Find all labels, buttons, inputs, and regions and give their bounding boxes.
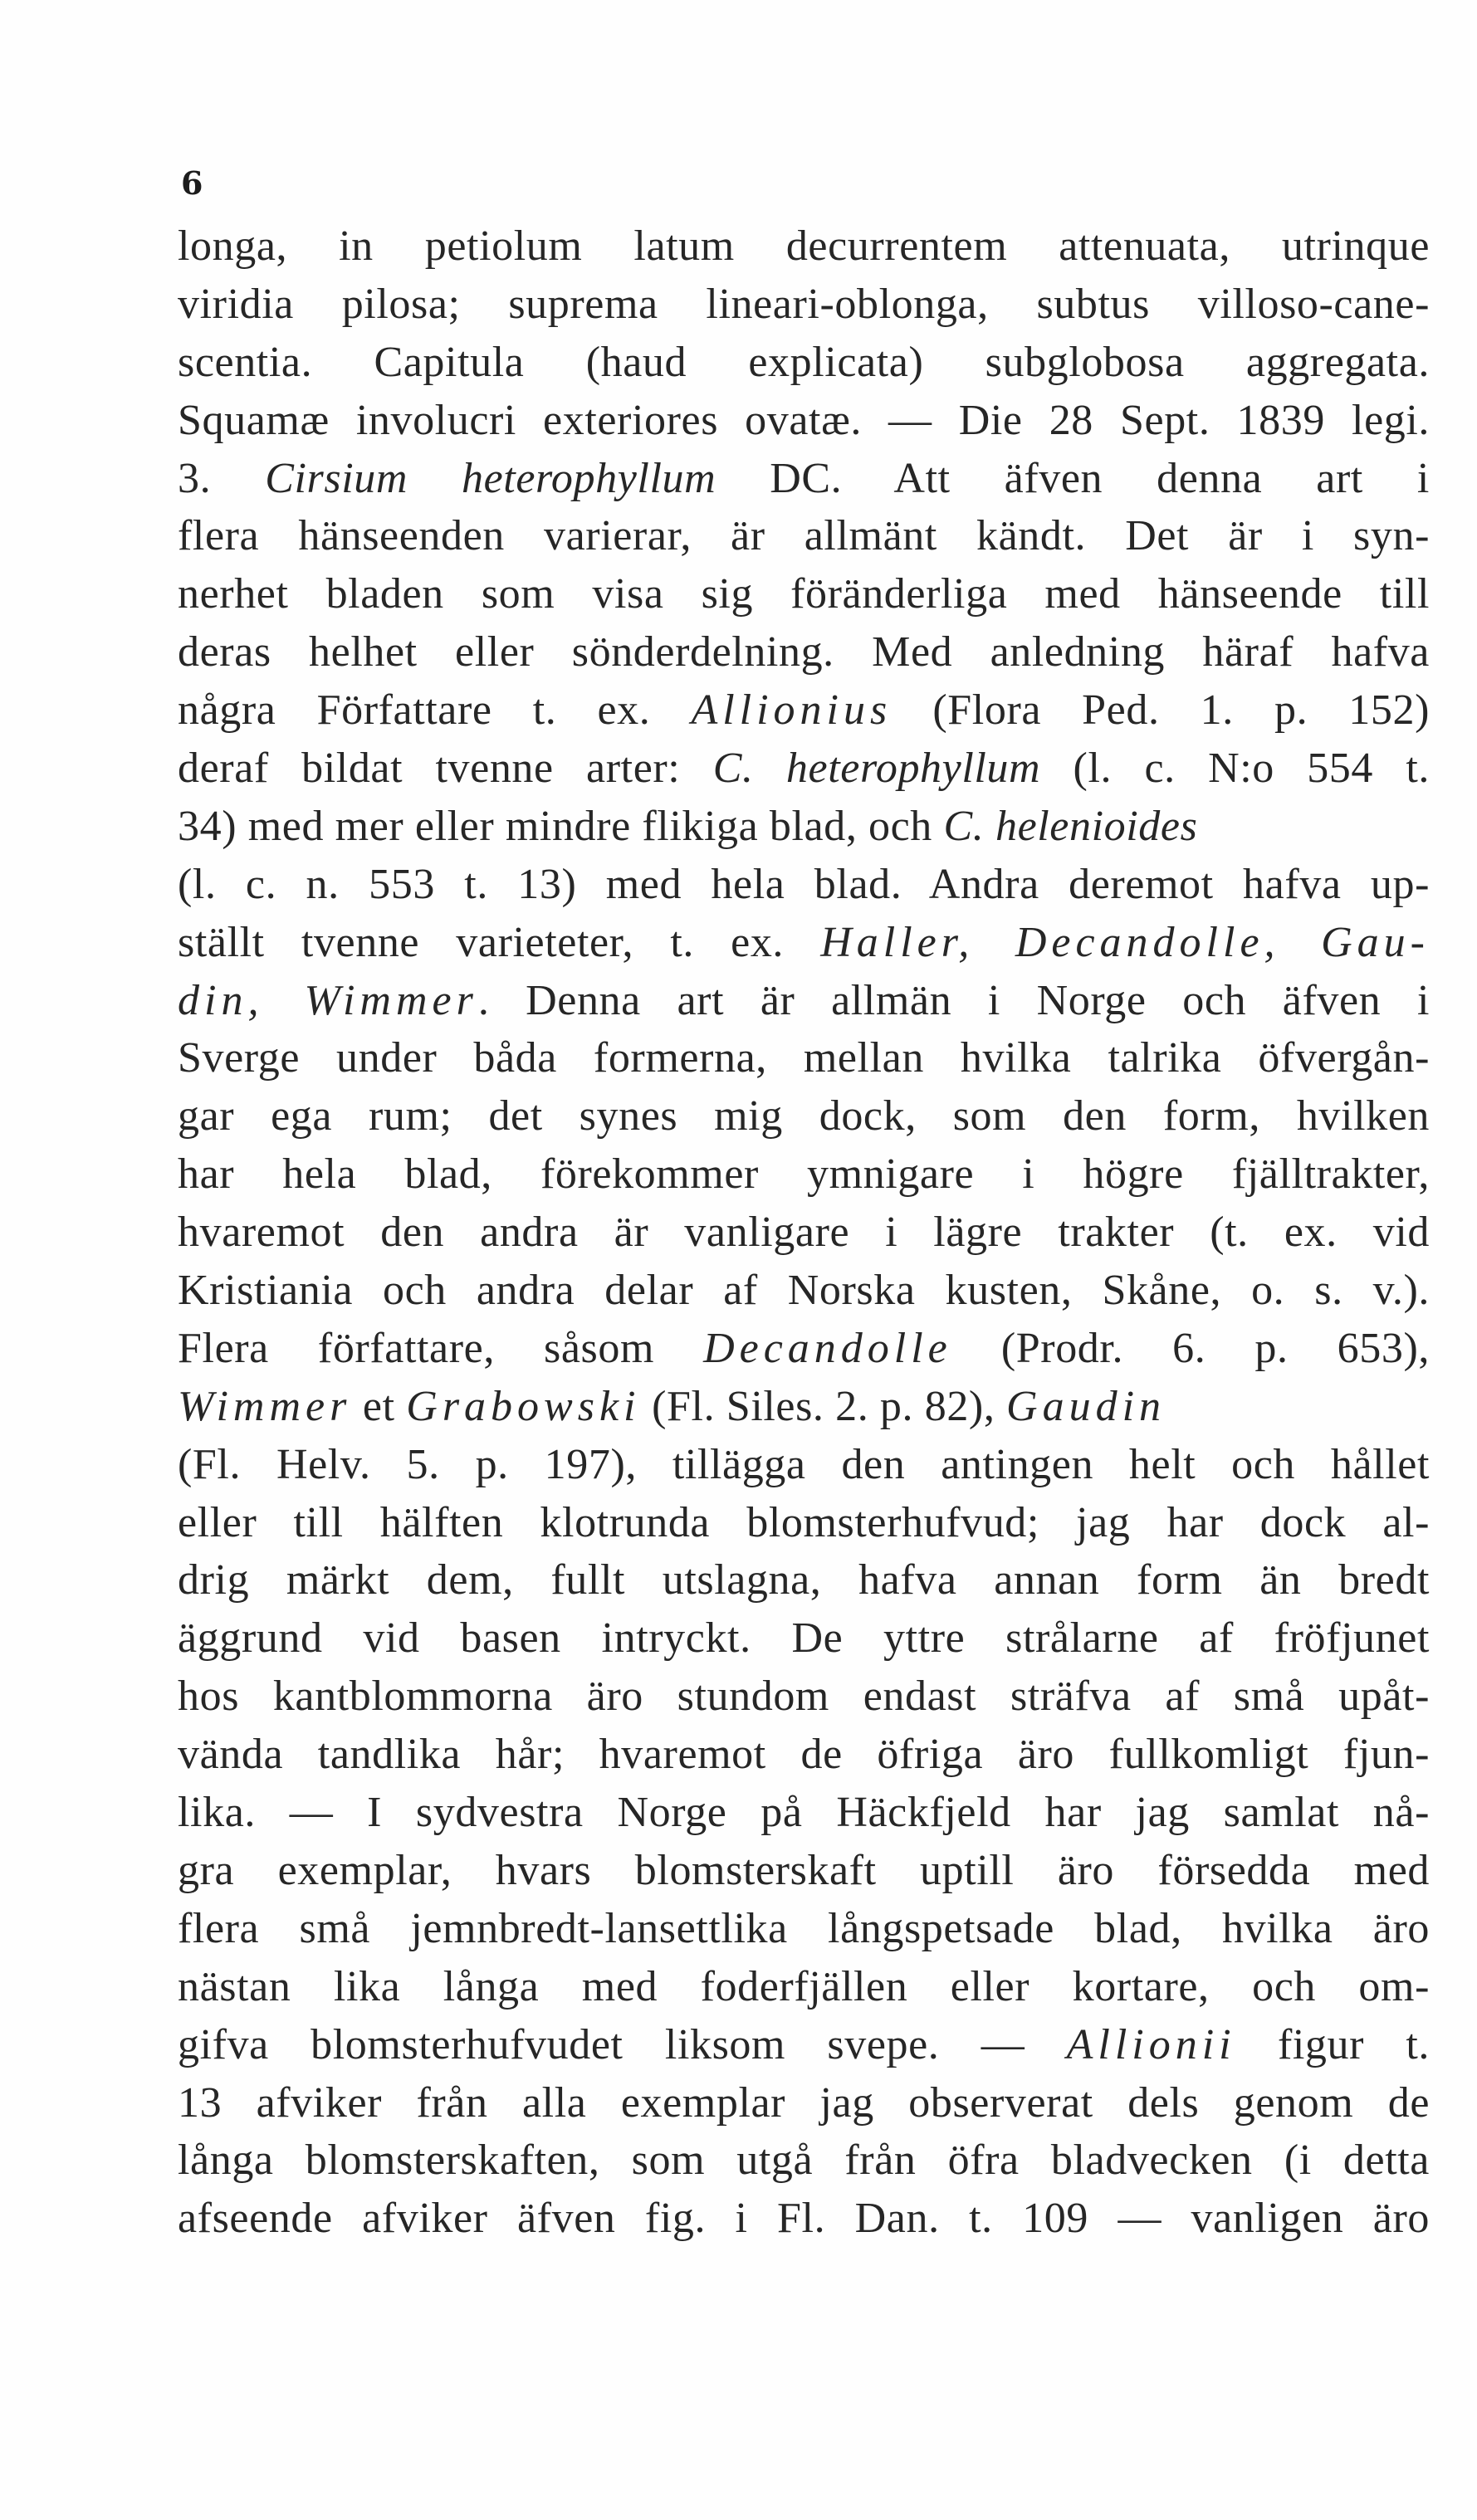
text-line [178, 1436, 1430, 1494]
page-number: 6 [181, 164, 203, 202]
text-segment: longa, in petiolum latum decurrentem attenuata, utrinque [178, 222, 1430, 270]
text-segment: drig märkt dem, fullt utslagna, hafva annan form än bredt [178, 1556, 1430, 1604]
text-line [178, 2074, 1430, 2132]
text-segment: Kristiania och andra delar af Norska kusten, Skåne, o. s. v.). [178, 1267, 1430, 1315]
emphasized-text: Decandolle [703, 1324, 952, 1372]
emphasized-text: din, Wimmer [178, 976, 478, 1024]
text-line [178, 1262, 1430, 1320]
text-line [178, 623, 1430, 681]
text-line [178, 1900, 1430, 1958]
emphasized-text: C. helenioides [943, 802, 1198, 850]
text-segment: äggrund vid basen intryckt. De yttre strålarne af fröfjunet [178, 1614, 1430, 1663]
text-segment: har hela blad, förekommer ymnigare i högre fjälltrakter, [178, 1150, 1430, 1199]
text-line [178, 1204, 1430, 1262]
text-line [178, 798, 1430, 856]
text-segment: flera hänseenden varierar, är allmänt kändt. Det är i syn- [178, 512, 1430, 560]
text-segment: eller till hälften klotrunda blomsterhufvud; jag har dock al- [178, 1498, 1430, 1546]
text-line [178, 2190, 1430, 2248]
text-line [178, 972, 1430, 1030]
text-line [178, 1668, 1430, 1726]
text-segment: nerhet bladen som visa sig föränderliga med hänseende till [178, 570, 1430, 618]
body-text [178, 217, 1430, 2248]
emphasized-text: Grabowski [406, 1382, 641, 1430]
text-line [178, 1551, 1430, 1609]
emphasized-text: Haller, Decandolle, Gau- [820, 918, 1430, 966]
text-segment: Sverge under båda formerna, mellan hvilka talrika öfvergån- [178, 1034, 1430, 1082]
text-segment: (Flora Ped. 1. p. 152) [892, 686, 1430, 735]
emphasized-text: Allionii [1066, 2020, 1236, 2068]
text-line [178, 1029, 1430, 1087]
text-segment: figur t. [1235, 2020, 1430, 2068]
text-segment: (l. c. n. 553 t. 13) med hela blad. Andra deremot hafva up- [178, 860, 1430, 908]
text-line [178, 1609, 1430, 1668]
text-line [178, 1378, 1430, 1436]
text-line [178, 1784, 1430, 1842]
text-line [178, 1087, 1430, 1145]
text-segment: (l. c. N:o 554 t. [1040, 745, 1431, 793]
text-segment: hvaremot den andra är vanligare i lägre trakter (t. ex. vid [178, 1209, 1430, 1257]
text-line [178, 334, 1430, 392]
text-segment: nästan lika långa med foderfjällen eller kortare, och om- [178, 1962, 1430, 2010]
text-line [178, 740, 1430, 798]
text-segment: scentia. Capitula (haud explicata) subglobosa aggregata. [178, 338, 1430, 386]
text-line [178, 856, 1430, 914]
emphasized-text: Wimmer [178, 1382, 352, 1430]
text-segment: flera små jemnbredt-lansettlika långspetsade blad, hvilka äro [178, 1904, 1430, 1952]
text-segment: gifva blomsterhufvudet liksom svepe. — [178, 2020, 1067, 2068]
text-line [178, 507, 1430, 565]
text-line [178, 392, 1430, 450]
text-segment: (Fl. Helv. 5. p. 197), tillägga den antingen helt och hållet [178, 1440, 1430, 1488]
text-segment: långa blomsterskaften, som utgå från öfra bladvecken (i detta [178, 2137, 1430, 2185]
text-segment: et [351, 1382, 407, 1430]
emphasized-text: Cirsium heterophyllum [265, 454, 716, 502]
emphasized-text: Allionius [691, 686, 893, 735]
text-segment: ställt tvenne varieteter, t. ex. [178, 918, 821, 966]
text-segment: deras helhet eller sönderdelning. Med anledning häraf hafva [178, 628, 1430, 676]
text-line [178, 217, 1430, 276]
text-segment: Squamæ involucri exteriores ovatæ. — Die 28 Sept. 1839 legi. [178, 396, 1430, 444]
text-segment: viridia pilosa; suprema lineari-oblonga, subtus villoso-cane- [178, 280, 1430, 328]
text-line [178, 681, 1430, 740]
text-segment: (Prodr. 6. p. 653), [951, 1324, 1430, 1372]
text-line [178, 1494, 1430, 1552]
text-line [178, 2016, 1430, 2074]
text-segment: hos kantblommorna äro stundom endast sträfva af små upåt- [178, 1673, 1430, 1721]
text-segment: 3. [178, 454, 266, 502]
text-line [178, 1320, 1430, 1378]
text-line [178, 1958, 1430, 2016]
text-line [178, 2132, 1430, 2190]
text-segment: DC. Att äfven denna art i [716, 454, 1430, 502]
text-segment: vända tandlika hår; hvaremot de öfriga äro fullkomligt fjun- [178, 1731, 1430, 1779]
text-segment: 13 afviker från alla exemplar jag observerat dels genom de [178, 2078, 1430, 2127]
text-segment: (Fl. Siles. 2. p. 82), [640, 1382, 1007, 1430]
text-line [178, 914, 1430, 972]
text-line [178, 1726, 1430, 1784]
text-segment: afseende afviker äfven fig. i Fl. Dan. t. 109 — vanligen äro [178, 2195, 1430, 2243]
text-segment: gar ega rum; det synes mig dock, som den form, hvilken [178, 1092, 1430, 1140]
emphasized-text: C. heterophyllum [712, 745, 1041, 793]
text-segment: Flera författare, såsom [178, 1324, 704, 1372]
text-segment: deraf bildat tvenne arter: [178, 745, 713, 793]
text-segment: . Denna art är allmän i Norge och äfven i [477, 976, 1431, 1024]
text-line [178, 276, 1430, 334]
text-segment: lika. — I sydvestra Norge på Häckfjeld har jag samlat nå- [178, 1789, 1430, 1837]
text-segment: några Författare t. ex. [178, 686, 692, 735]
text-line [178, 1145, 1430, 1204]
text-line [178, 565, 1430, 623]
text-line [178, 1842, 1430, 1900]
text-line [178, 450, 1430, 508]
text-segment: gra exemplar, hvars blomsterskaft uptill äro försedda med [178, 1846, 1430, 1894]
text-segment: 34) med mer eller mindre flikiga blad, och [178, 802, 944, 850]
emphasized-text: Gaudin [1006, 1382, 1166, 1430]
